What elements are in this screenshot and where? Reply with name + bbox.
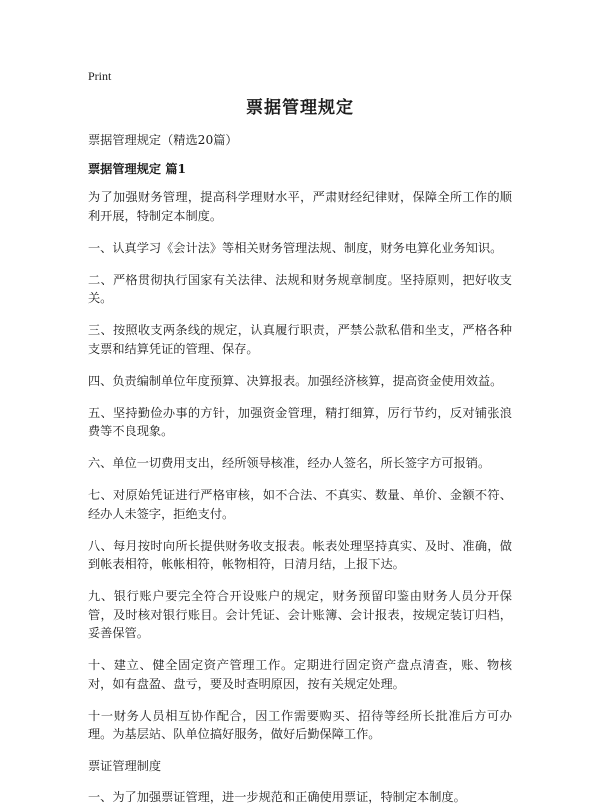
paragraph: 一、认真学习《会计法》等相关财务管理法规、制度，财务电算化业务知识。 <box>88 240 503 255</box>
paragraph: 七、对原始凭证进行严格审核，如不合法、不真实、数量、单价、金额不符、经办人未签字，拒绝支付。 <box>88 488 512 521</box>
paragraph: 六、单位一切费用支出，经所领导核准，经办人签名，所长签字方可报销。 <box>88 456 491 470</box>
paragraph: 八、每月按时向所长提供财务收支报表。帐表处理坚持真实、及时、准确，做到帐表相符，帐帐相符，帐物相符，日清月结，上报下达。 <box>88 538 512 571</box>
section-heading-1: 票据管理规定 篇1 <box>88 162 187 176</box>
paragraph: 九、银行账户要完全符合开设账户的规定，财务预留印鉴由财务人员分开保管，及时核对银行账目。会计凭证、会计账簿、会计报表，按规定装订归档，妥善保管。 <box>88 589 512 640</box>
paragraph: 四、负责编制单位年度预算、决算报表。加强经济核算，提高资金使用效益。 <box>88 373 503 388</box>
paragraph: 一、为了加强票证管理，进一步规范和正确使用票证，特制定本制度。 <box>88 790 466 804</box>
document-subtitle: 票据管理规定（精选20篇） <box>88 133 238 147</box>
paragraph: 三、按照收支两条线的规定，认真履行职责，严禁公款私借和坐支，严格各种支票和结算凭证的管理、保存。 <box>88 323 512 356</box>
paragraph: 十、建立、健全固定资产管理工作。定期进行固定资产盘点清查，账、物核对，如有盘盈、盘亏，要及时查明原因，按有关规定处理。 <box>88 658 512 691</box>
paragraph: 五、坚持勤俭办事的方针，加强资金管理，精打细算，厉行节约，反对铺张浪费等不良现象。 <box>88 405 512 438</box>
print-label: Print <box>88 69 112 83</box>
section-heading-2: 票证管理制度 <box>88 759 162 773</box>
document-title: 票据管理规定 <box>246 98 354 118</box>
paragraph: 十一财务人员相互协作配合，因工作需要购买、招待等经所长批准后方可办理。为基层站、队单位搞好服务，做好后勤保障工作。 <box>88 708 512 741</box>
paragraph: 为了加强财务管理，提高科学理财水平，严肃财经纪律财，保障全所工作的顺利开展，特制定本制度。 <box>88 190 512 223</box>
paragraph: 二、严格贯彻执行国家有关法律、法规和财务规章制度。坚持原则，把好收支关。 <box>88 272 512 305</box>
